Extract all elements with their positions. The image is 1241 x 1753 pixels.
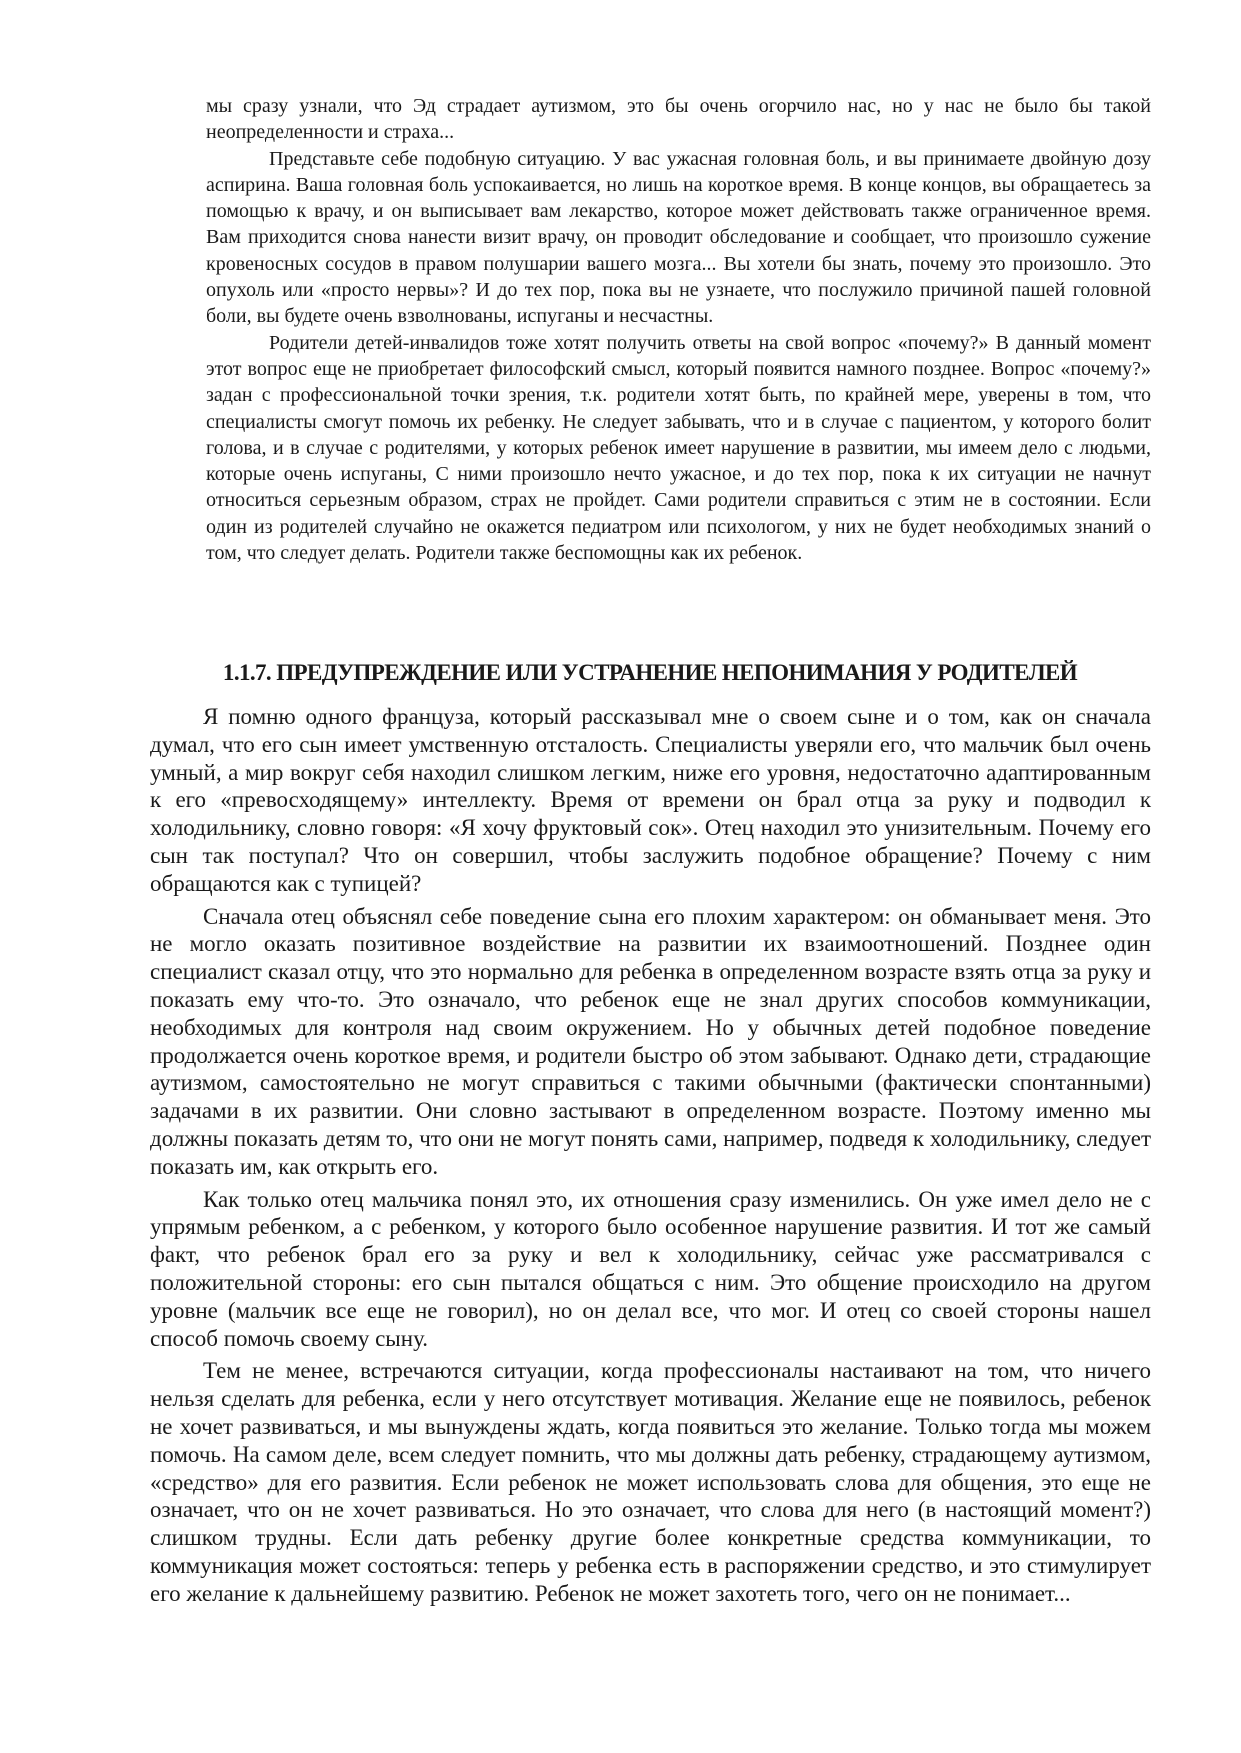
body-paragraph: Как только отец мальчика понял это, их отношения сразу изменились. Он уже имел дело не с упрямым ребенком, а с ребенком, у которого было особенное нарушение развития. И тот же самый факт, что ребенок брал его за руку и вел к холодильнику, сейчас уже рассматривался с положительной стороны: его сын пытался общаться с ним. Это общение происходило на другом уровне (мальчик все еще не говорил), но он делал все, что мог. И отец со своей стороны нашел способ помочь своему сыну. <box>150 1186 1151 1351</box>
body-paragraph: Я помню одного француза, который рассказывал мне о своем сыне и о том, как он сначала думал, что его сын имеет умственную отсталость. Специалисты уверяли его, что мальчик был очень умный, а мир вокруг себя находил слишком легким, ниже его уровня, недостаточно адаптированным к его «превосходящему» интеллекту. Время от времени он брал отца за руку и подводил к холодильнику, словно говоря: «Я хочу фруктовый сок». Отец находил это унизительным. Почему его сын так поступал? Что он совершил, чтобы заслужить подобное обращение? Почему с ним обращаются как с тупицей? <box>150 704 1151 896</box>
quote-paragraph: мы сразу узнали, что Эд страдает аутизмом, это бы очень огорчило нас, но у нас не было бы такой неопределенности и страха... <box>206 95 1151 144</box>
section-heading: 1.1.7. ПРЕДУПРЕЖДЕНИЕ ИЛИ УСТРАНЕНИЕ НЕПОНИМАНИЯ У РОДИТЕЛЕЙ <box>222 660 1078 685</box>
quote-paragraph: Представьте себе подобную ситуацию. У вас ужасная головная боль, и вы принимаете двойную дозу аспирина. Ваша головная боль успокаивается, но лишь на короткое время. В конце концов, вы обращаетесь за помощью к врачу, и он выписывает вам лекарство, которое может действовать также ограниченное время. Вам приходится снова нанести визит врачу, он проводит обследование и сообщает, что произошло сужение кровеносных сосудов в правом полушарии вашего мозга... Вы хотели бы знать, почему это произошло. Это опухоль или «просто нервы»? И до тех пор, пока вы не узнаете, что послужило причиной пашей головной боли, вы будете очень взволнованы, испуганы и несчастны. <box>206 147 1151 328</box>
quoted-passage <box>206 93 1151 566</box>
body-paragraph: Сначала отец объяснял себе поведение сына его плохим характером: он обманывает меня. Это не могло оказать позитивное воздействие на развитии их взаимоотношений. Позднее один специалист сказал отцу, что это нормально для ребенка в определенном возрасте взять отца за руку и показать ему что-то. Это означало, что ребенок еще не знал других способов коммуникации, необходимых для контроля над своим окружением. Но у обычных детей подобное поведение продолжается очень короткое время, и родители быстро об этом забывают. Однако дети, страдающие аутизмом, самостоятельно не могут справиться с такими обычными (фактически спонтанными) задачами в их развитии. Они словно застывают в определенном возрасте. Поэтому именно мы должны показать детям то, что они не могут понять сами, например, подведя к холодильнику, следует показать им, как открыть его. <box>150 903 1151 1179</box>
section-body <box>150 703 1151 1613</box>
quote-paragraph: Родители детей-инвалидов тоже хотят получить ответы на свой вопрос «почему?» В данный момент этот вопрос еще не приобретает философский смысл, который появится намного позднее. Вопрос «почему?» задан с профессиональной точки зрения, т.к. родители хотят быть, по крайней мере, уверены в том, что специалисты смогут помочь их ребенку. Не следует забывать, что и в случае с пациентом, у которого болит голова, и в случае с родителями, у которых ребенок имеет нарушение в развитии, мы имеем дело с людьми, которые очень испуганы, С ними произошло нечто ужасное, и до тех пор, пока к их ситуации не начнут относиться серьезным образом, страх не пройдет. Сами родители справиться с этим не в состоянии. Если один из родителей случайно не окажется педиатром или психологом, у них не будет необходимых знаний о том, что следует делать. Родители также беспомощны как их ребенок. <box>206 331 1151 565</box>
body-paragraph: Тем не менее, встречаются ситуации, когда профессионалы настаивают на том, что ничего нельзя сделать для ребенка, если у него отсутствует мотивация. Желание еще не появилось, ребенок не хочет развиваться, и мы вынуждены ждать, когда появиться это желание. Только тогда мы можем помочь. На самом деле, всем следует помнить, что мы должны дать ребенку, страдающему аутизмом, «средство» для его развития. Если ребенок не может использовать слова для общения, это еще не означает, что он не хочет развиваться. Но это означает, что слова для него (в настоящий момент?) слишком трудны. Если дать ребенку другие более конкретные средства коммуникации, то коммуникация может состояться: теперь у ребенка есть в распоряжении средство, и это стимулирует его желание к дальнейшему развитию. Ребенок не может захотеть того, чего он не понимает... <box>150 1358 1151 1606</box>
